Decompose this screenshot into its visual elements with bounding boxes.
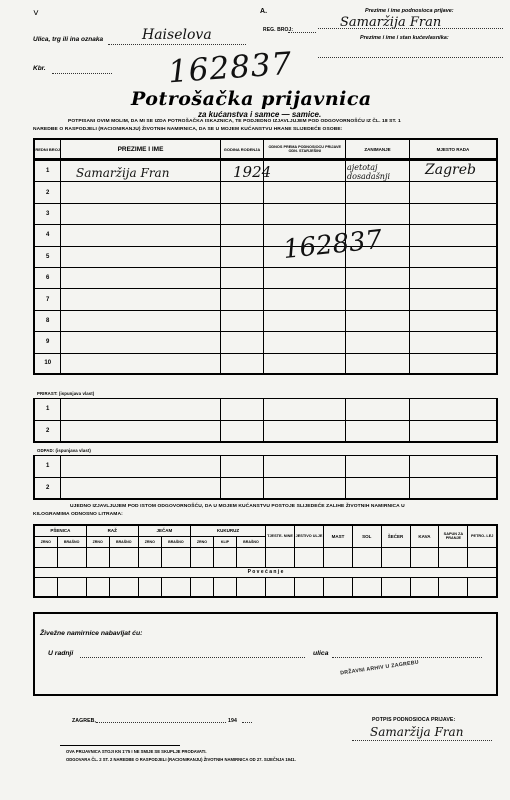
intro-text-2: NAREDBE O RASPODJELI (RACIONIRANJU) ŽIVOTNIH NAMIRNICA, DA SE U MOJEM KUĆANSTVU HRANE SLIJEDEĆE OSOBE: [33,127,343,132]
odpad-row [34,456,497,478]
povecanje-label: P o v e ć a n j e [34,567,497,577]
row1-name: Samaržija Fran [76,166,170,180]
odpad-table [33,455,498,500]
person-row-number: 6 [34,267,61,288]
person-row-number: 10 [34,353,61,374]
group-psenica: PŠENICA [34,525,86,536]
col-secer: ŠEĆER [381,525,410,547]
person-row [34,267,497,288]
ulica-value: Haiselova [142,27,212,43]
zagreb-label: ZAGREB, [72,718,97,724]
col-sol: SOL [352,525,381,547]
supply-ulica-line [332,657,482,658]
col-kava: KAVA [410,525,439,547]
row1-place: Zagreb [425,162,476,178]
person-row-number: 2 [34,182,61,203]
sub-zrno: ZRNO [190,536,213,547]
col-odnos: ODNOS PREMA PODNOSIOCU PRIJAVE ODN. STARJEŠINI [264,139,346,159]
prirast-row [34,399,497,421]
row1-year: 1924 [233,163,272,181]
person-row [34,225,497,246]
person-row-number: 7 [34,289,61,310]
archive-stamp: DRŽAVNI ARHIV U ZAGREBU [339,659,420,677]
person-row [34,289,497,310]
ulica-label: Ulica, trg ili ina oznaka [33,36,104,43]
margin-scribble: 162837 [281,224,384,266]
stock-value-row [34,547,497,567]
sub-brasno: BRAŠNO [109,536,138,547]
sub-zrno: ZRNO [34,536,57,547]
persons-table-header [34,139,497,159]
reg-broj-label: REG. BROJ: [263,27,294,33]
stock-group-header [34,525,497,536]
supply-radnji-line [80,657,305,658]
prezime-podnosioca-value: Samaržija Fran [340,15,442,30]
person-row [34,203,497,224]
potpis-label: POTPIS PODNOSIOCA PRIJAVE: [372,717,456,723]
form-subtitle: za kućanstva i samce — samice. [198,110,322,119]
group-kukuruz: KUKURUZ [190,525,265,536]
sub-klip: KLIP [214,536,237,547]
prirast-row [34,420,497,442]
person-row-number: 1 [34,161,61,182]
year-line [242,722,252,723]
kbr-line [52,73,112,74]
footer-rule [60,745,180,746]
intro-text-1: POTPISANI OVIM MOLIM, DA MI SE IZDA POTROŠAČKA ISKAZNICA, TE PODJEDNO IZJAVLJUJEM POD ODGOVORNOŠĆU IZ ČL. 18 ST. 1 [68,119,401,124]
stock-table [33,524,498,598]
sub-brasno: BRAŠNO [236,536,265,547]
povecanje-row [34,567,497,577]
corner-mark: ˅ [33,8,39,19]
prezime-podnosioca-line [318,28,503,29]
prirast-table [33,398,498,443]
person-row-number: 5 [34,246,61,267]
col-prezime-ime: PREZIME I IME [61,139,220,159]
person-row-number: 3 [34,203,61,224]
stan-kucevlasnika-label: Prezime i ime i stan kućevlasnika: [360,35,449,41]
odpad-row-number: 1 [34,456,61,478]
col-petrolej: PETRO- LEJ [468,525,497,547]
sub-brasno: BRAŠNO [161,536,190,547]
footer-signature: Samaržija Fran [370,725,464,739]
prirast-row-number: 1 [34,399,61,421]
odpad-row [34,477,497,499]
prezime-podnosioca-label: Prezime i ime podnosioca prijave: [365,8,454,14]
date-line [96,722,226,723]
row1-occupation: ajetotaj dosadašnji [347,163,390,181]
col-redni-broj: REDNI BROJ [34,139,61,159]
stan-kucevlasnika-line [318,57,503,58]
form-title: Potrošačka prijavnica [131,88,372,110]
stock-text-2: KILOGRAMIMA ODNOSNO LITRAMA: [33,512,123,517]
prirast-row-number: 2 [34,420,61,442]
odpad-label: ODPAD: (ispunjava vlast) [37,448,91,453]
person-row-number: 9 [34,332,61,353]
group-jecam: JEČAM [138,525,190,536]
footer-note-2: ODGOVARA ČL. 2 ST. 2 NAREDBE O RASPODJELI (RACIONIRANJU) ŽIVOTNIH NAMIRNICA OD 27. SIJEČNJA 1941. [66,757,296,762]
person-row [34,332,497,353]
supply-line1-label: Živežne namirnice nabavljat ću: [40,630,143,637]
col-godina: GODINA RODENJA [220,139,264,159]
sub-zrno: ZRNO [138,536,161,547]
persons-table [33,138,498,160]
col-zanimanje: ZANIMANJE [346,139,410,159]
col-mjesto-rada: MJESTO RADA [409,139,497,159]
mark-a: A. [260,8,268,15]
year-label: 194 [228,718,237,724]
col-tjestenine: TJESTE- NINE [265,525,294,547]
signature-line [352,740,492,741]
person-row [34,182,497,203]
supply-line2-label: U radnji [48,650,74,657]
col-mast: MAST [324,525,353,547]
col-sapun: SAPUN ZA PRANJE [439,525,468,547]
person-table [33,160,498,375]
kbr-label: Kbr. [33,65,46,72]
person-row [34,310,497,331]
odpad-row-number: 2 [34,477,61,499]
person-row [34,246,497,267]
sub-brasno: BRAŠNO [57,536,86,547]
sub-zrno: ZRNO [86,536,109,547]
stock-text-1: UJEDNO IZJAVLJUJEM POD ISTOM ODGOVORNOŠĆU, DA U MOJEM KUĆANSTVU POSTOJE SLIJEDEĆE ZALIHE ŽIVOTNIH NAMIRNICA U [70,504,405,509]
prirast-label: PRIRAST: (ispunjava vlast) [37,391,95,396]
person-row-number: 4 [34,225,61,246]
group-raz: RAŽ [86,525,138,536]
col-jestivo-ulje: JESTIVO ULJE [295,525,324,547]
footer-note-1: OVA PRIJAVNICA STOJI KN 1'75 I NE SMIJE SE SKUPLJE PRODAVATI. [66,749,207,754]
reg-broj-line [288,32,316,33]
stock-value-row-2 [34,577,497,597]
person-row-number: 8 [34,310,61,331]
supply-ulica-label: ulica [313,650,329,657]
person-row [34,353,497,374]
ulica-line [108,44,246,45]
supply-box [33,612,498,696]
serial-number: 162837 [166,45,294,91]
